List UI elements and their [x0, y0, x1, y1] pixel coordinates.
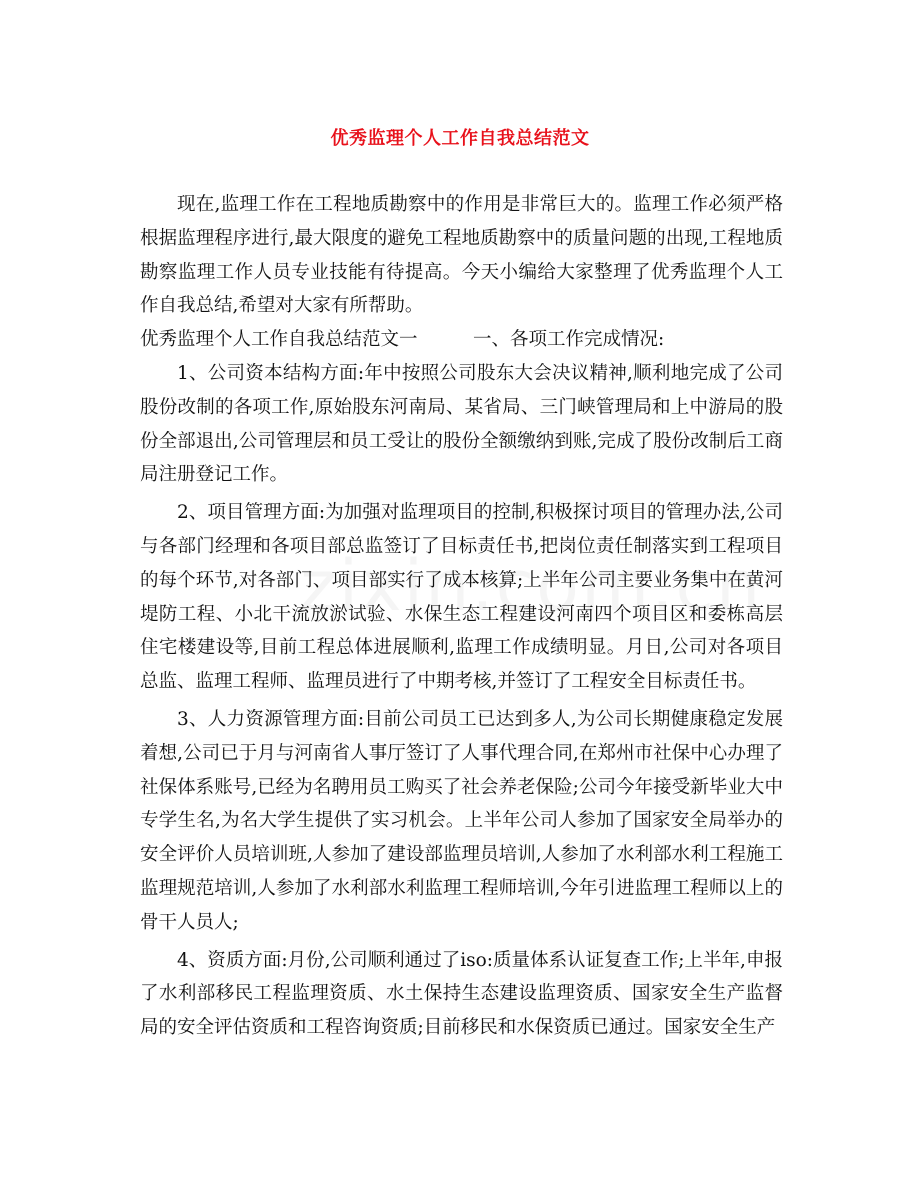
paragraph-qualification: 4、资质方面:月份,公司顺利通过了iso:质量体系认证复查工作;上半年,申报了水利部移民工程监理资质、水土保持生态建设监理资质、国家安全生产监督局的安全评估资质和工程咨询资质;目前移民和水保资质已通过。国家安全生产 [140, 949, 783, 1039]
section-heading: 优秀监理个人工作自我总结范文一 一、各项工作完成情况: [140, 329, 665, 351]
intro-paragraph: 现在,监理工作在工程地质勘察中的作用是非常巨大的。监理工作必须严格根据监理程序进行,最大限度的避免工程地质勘察中的质量问题的出现,工程地质勘察监理工作人员专业技能有待提高。今天小编给大家整理了优秀监理个人工作自我总结,希望对大家有所帮助。 [140, 194, 783, 317]
paragraph-human-resources: 3、人力资源管理方面:目前公司员工已达到多人,为公司长期健康稳定发展着想,公司已于月与河南省人事厅签订了人事代理合同,在郑州市社保中心办理了社保体系账号,已经为名聘用员工购买了社会养老保险;公司今年接受新毕业大中专学生名,为名大学生提供了实习机会。上半年公司人参加了国家安全局举办的安全评价人员培训班,人参加了建设部监理员培训,人参加了水利部水利工程施工监理规范培训,人参加了水利部水利监理工程师培训,今年引进监理工程师以上的骨干人员人; [140, 708, 783, 933]
paragraph-capital-structure: 1、公司资本结构方面:年中按照公司股东大会决议精神,顺利地完成了公司股份改制的各项工作,原始股东河南局、某省局、三门峡管理局和上中游局的股份全部退出,公司管理层和员工受让的股份全额缴纳到账,完成了股份改制后工商局注册登记工作。 [140, 362, 783, 486]
document-body [140, 188, 783, 1045]
document-title: 优秀监理个人工作自我总结范文 [330, 128, 590, 149]
paragraph-project-management: 2、项目管理方面:为加强对监理项目的控制,积极探讨项目的管理办法,公司与各部门经理和各项目部总监签订了目标责任书,把岗位责任制落实到工程项目的每个环节,对各部门、项目部实行了成本核算;上半年公司主要业务集中在黄河堤防工程、小北干流放淤试验、水保生态工程建设河南四个项目区和委栋高层住宅楼建设等,目前工程总体进展顺利,监理工作成绩明显。月日,公司对各项目总监、监理工程师、监理员进行了中期考核,并签订了工程安全目标责任书。 [140, 502, 783, 693]
